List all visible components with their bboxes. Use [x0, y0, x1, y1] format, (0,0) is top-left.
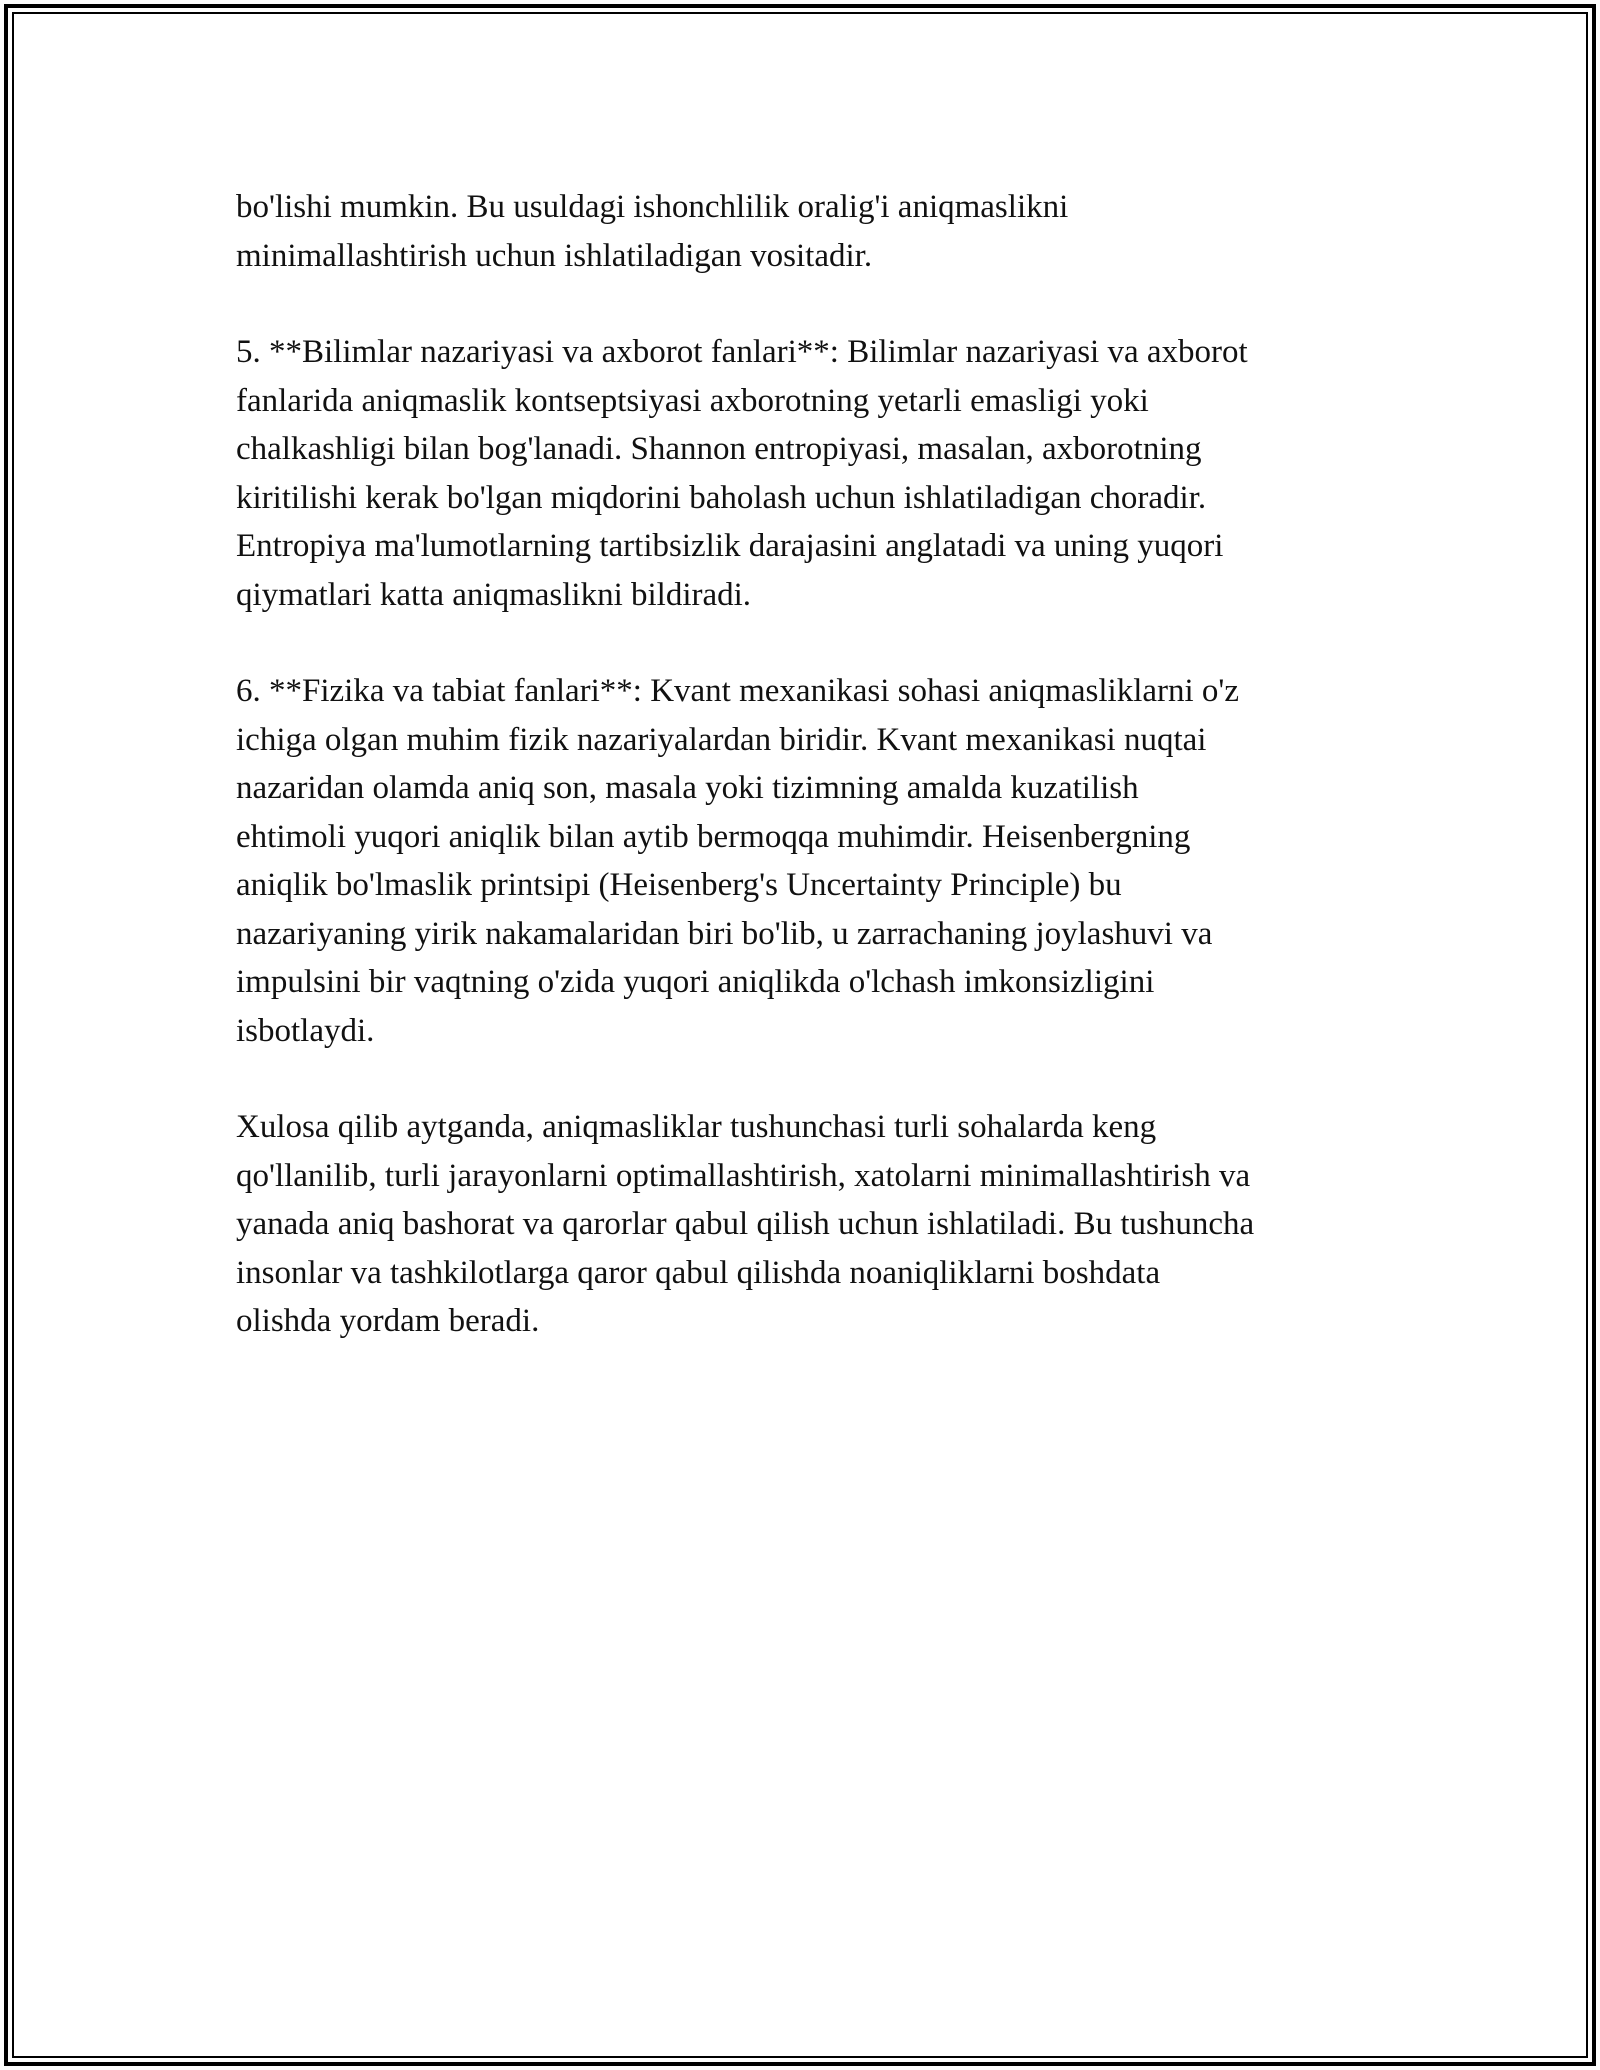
text-line: 6. **Fizika va tabiat fanlari**: Kvant mexanikasi sohasi aniqmasliklarni o'z: [236, 673, 1240, 709]
text-line: 5. **Bilimlar nazariyasi va axborot fanlari**: Bilimlar nazariyasi va axborot: [236, 334, 1248, 370]
text-line: nazaridan olamda aniq son, masala yoki tizimning amalda kuzatilish: [236, 770, 1139, 806]
text-line: ehtimoli yuqori aniqlik bilan aytib bermoqqa muhimdir. Heisenbergning: [236, 818, 1191, 855]
text-line: kiritilishi kerak bo'lgan miqdorini baholash uchun ishlatiladigan choradir.: [236, 479, 1207, 516]
text-line: insonlar va tashkilotlarga qaror qabul qilishda noaniqliklarni boshdata: [236, 1254, 1161, 1291]
text-line: qiymatlari katta aniqmaslikni bildiradi.: [236, 576, 752, 613]
text-line: aniqlik bo'lmaslik printsipi (Heisenberg's Uncertainty Principle) bu: [236, 867, 1122, 903]
text-line: Xulosa qilib aytganda, aniqmasliklar tushunchasi turli sohalarda keng: [236, 1109, 1157, 1145]
paragraph-item-6: [236, 667, 1386, 1055]
text-line: fanlarida aniqmaslik kontseptsiyasi axborotning yetarli emasligi yoki: [236, 382, 1149, 419]
text-line: bo'lishi mumkin. Bu usuldagi ishonchlilik oralig'i aniqmaslikni: [236, 189, 1069, 225]
text-line: isbotlaydi.: [236, 1012, 375, 1049]
paragraph-item-5: [236, 328, 1386, 619]
text-line: minimallashtirish uchun ishlatiladigan vositadir.: [236, 237, 873, 274]
text-line: yanada aniq bashorat va qarorlar qabul qilish uchun ishlatiladi. Bu tushuncha: [236, 1206, 1255, 1242]
paragraph-continuation: [236, 183, 1386, 280]
text-line: Entropiya ma'lumotlarning tartibsizlik darajasini anglatadi va uning yuqori: [236, 528, 1224, 564]
text-line: olishda yordam beradi.: [236, 1303, 540, 1339]
text-line: chalkashligi bilan bog'lanadi. Shannon entropiyasi, masalan, axborotning: [236, 431, 1202, 467]
text-line: nazariyaning yirik nakamalaridan biri bo'lib, u zarrachaning joylashuvi va: [236, 915, 1213, 952]
document-body: [236, 183, 1386, 1394]
text-line: ichiga olgan muhim fizik nazariyalardan biridir. Kvant mexanikasi nuqtai: [236, 721, 1207, 758]
text-line: impulsini bir vaqtning o'zida yuqori aniqlikda o'lchash imkonsizligini: [236, 964, 1155, 1000]
paragraph-conclusion: [236, 1103, 1386, 1346]
text-line: qo'llanilib, turli jarayonlarni optimallashtirish, xatolarni minimallashtirish va: [236, 1157, 1251, 1194]
